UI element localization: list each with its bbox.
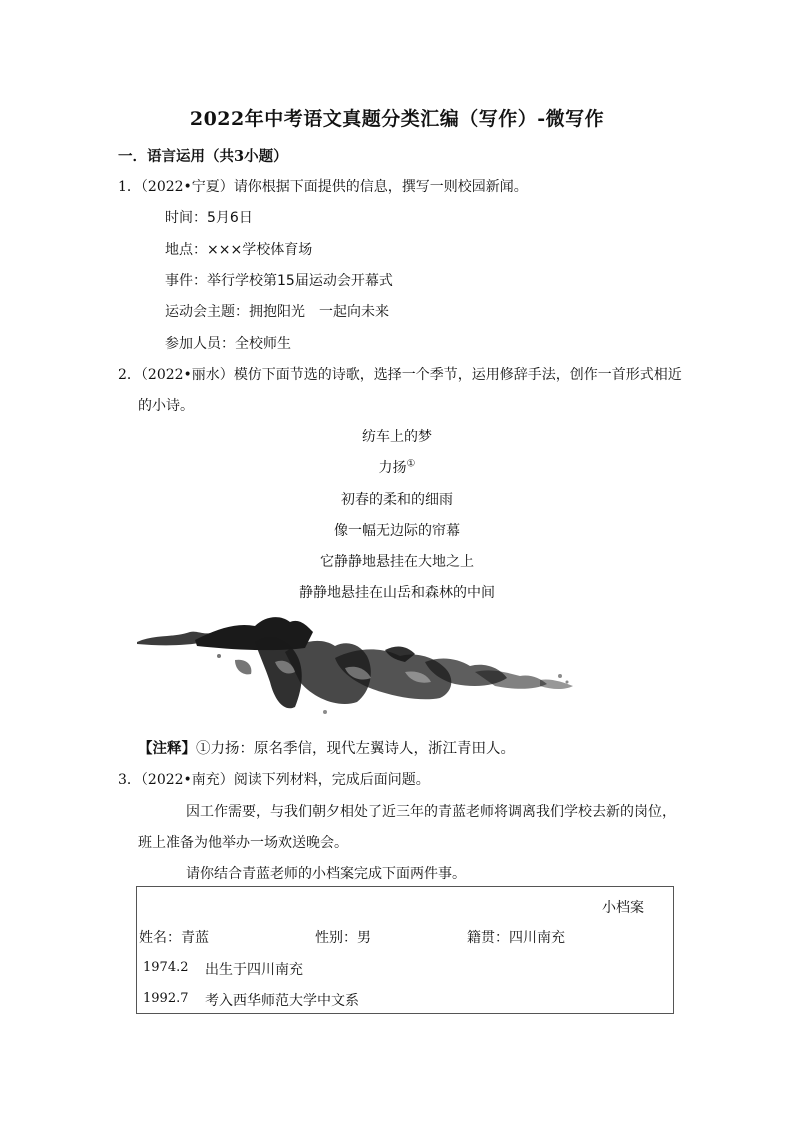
footnote: [138, 737, 515, 758]
poem-line: 它静静地悬挂在大地之上: [320, 554, 474, 570]
question-source: （2022•丽水）: [140, 367, 234, 383]
paragraph: 因工作需要，与我们朝夕相处了近三年的青蓝老师将调离我们学校去新的岗位，: [186, 804, 676, 820]
page-title: 2022年中考语文真题分类汇编（写作）-微写作: [189, 108, 605, 130]
question-stem: 请你根据下面提供的信息，撰写一则校园新闻。: [233, 179, 528, 195]
question-number: 3．: [118, 772, 141, 788]
archive-gender: 性别：男: [315, 930, 371, 946]
paragraph: 请你结合青蓝老师的小档案完成下面两件事。: [186, 866, 466, 882]
question-source: （2022•南充）: [140, 772, 234, 788]
paragraph-continued: 班上准备为他举办一场欢送晚会。: [138, 835, 348, 851]
section-heading: 一．语言运用（共3小题）: [118, 148, 288, 165]
ink-landscape-image: [135, 612, 580, 720]
question-1: [118, 176, 528, 196]
archive-box: [136, 886, 674, 1014]
poem-line: 初春的柔和的细雨: [341, 492, 453, 508]
archive-title: 小档案: [602, 900, 644, 916]
archive-event: 考入西华师范大学中文系: [205, 993, 359, 1009]
footnote-label: 【注释】: [138, 740, 196, 757]
poem-line: 静静地悬挂在山岳和森林的中间: [299, 585, 495, 601]
archive-date: 1992.7: [143, 991, 189, 1006]
archive-date: 1974.2: [143, 960, 189, 975]
footnote-text: ①力扬：原名季信，现代左翼诗人，浙江青田人。: [196, 741, 515, 757]
archive-origin: 籍贯：四川南充: [467, 930, 565, 946]
poem-line: 像一幅无边际的帘幕: [334, 523, 460, 539]
info-line: 时间：5月6日: [165, 210, 253, 226]
question-stem: 阅读下列材料，完成后面问题。: [233, 772, 430, 788]
question-stem: 模仿下面节选的诗歌，选择一个季节，运用修辞手法，创作一首形式相近: [233, 367, 682, 383]
info-line: 事件：举行学校第15届运动会开幕式: [165, 273, 393, 289]
archive-name: 姓名：青蓝: [139, 930, 209, 946]
poem-title: 纺车上的梦: [362, 429, 432, 445]
archive-event: 出生于四川南充: [205, 962, 303, 978]
question-number: 1．: [118, 179, 141, 195]
footnote-mark: ①: [406, 458, 416, 470]
question-stem-continued: 的小诗。: [138, 398, 194, 414]
question-3: [118, 769, 430, 789]
info-line: 参加人员：全校师生: [165, 336, 291, 352]
question-number: 2．: [118, 367, 141, 383]
info-line: 地点：×××学校体育场: [165, 242, 313, 258]
question-source: （2022•宁夏）: [140, 179, 234, 195]
question-2: [118, 364, 682, 384]
poem-author: [0, 457, 794, 477]
poem-author-name: 力扬: [378, 460, 407, 476]
info-line: 运动会主题：拥抱阳光 一起向未来: [165, 304, 389, 320]
